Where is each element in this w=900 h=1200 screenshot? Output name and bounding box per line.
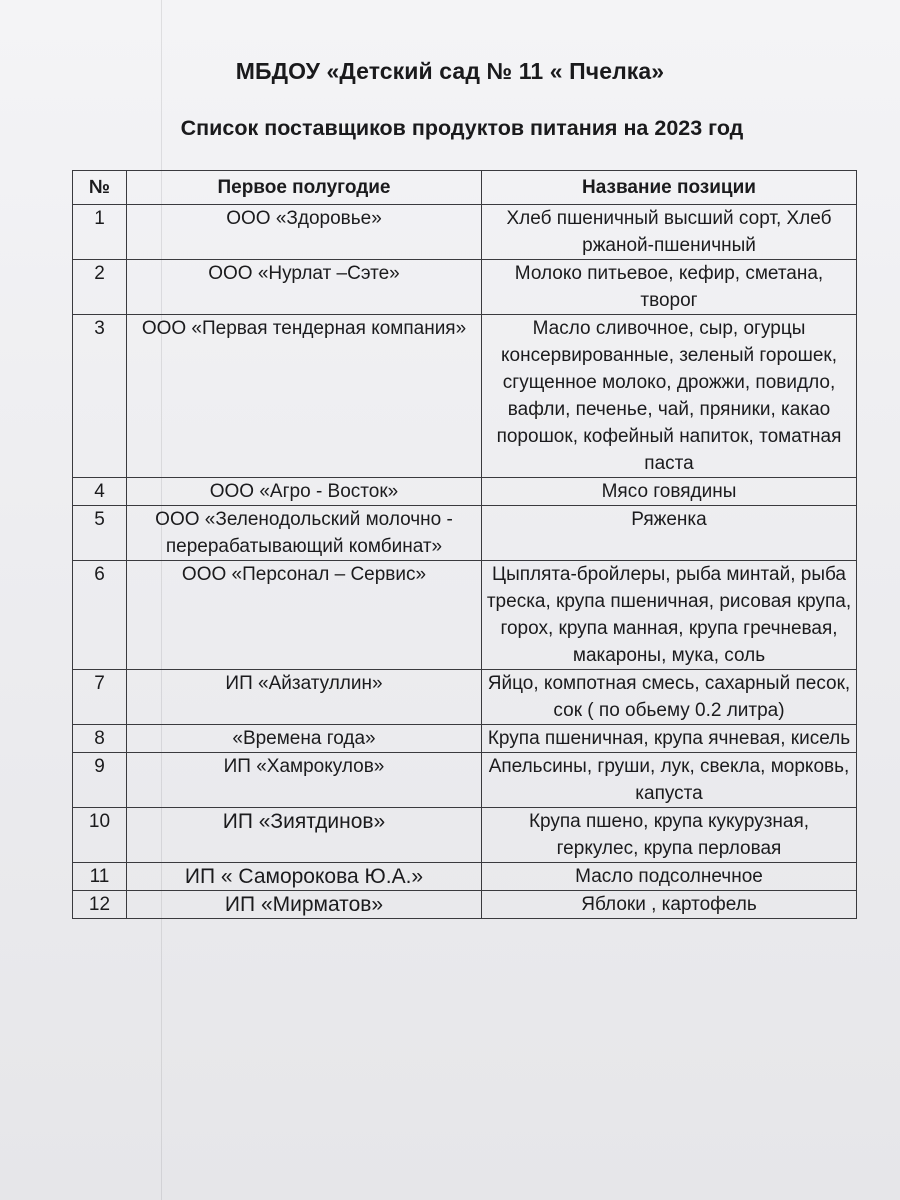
table-row (73, 670, 857, 725)
table-row (73, 891, 857, 919)
row-position: Мясо говядины (482, 478, 857, 506)
row-position: Масло подсолнечное (482, 863, 857, 891)
header-position: Название позиции (482, 171, 857, 205)
row-supplier: ИП «Мирматов» (127, 891, 482, 919)
row-position: Хлеб пшеничный высший сорт, Хлеб ржаной-пшеничный (482, 205, 857, 260)
row-number: 7 (73, 670, 127, 725)
header-number: № (73, 171, 127, 205)
row-number: 9 (73, 753, 127, 808)
table-row (73, 753, 857, 808)
row-position: Яйцо, компотная смесь, сахарный песок, сок ( по обьему 0.2 литра) (482, 670, 857, 725)
row-number: 12 (73, 891, 127, 919)
row-supplier: ИП «Айзатуллин» (127, 670, 482, 725)
table-row (73, 205, 857, 260)
row-supplier: ООО «Персонал – Сервис» (127, 561, 482, 670)
header-supplier: Первое полугодие (127, 171, 482, 205)
row-number: 2 (73, 260, 127, 315)
organization-title: МБДОУ «Детский сад № 11 « Пчелка» (235, 58, 665, 84)
row-supplier: ИП « Саморокова Ю.А.» (127, 863, 482, 891)
row-supplier: ООО «Нурлат –Сэте» (127, 260, 482, 315)
list-title: Список поставщиков продуктов питания на 2023 год (180, 116, 744, 140)
table-row (73, 725, 857, 753)
row-supplier: ИП «Хамрокулов» (127, 753, 482, 808)
row-number: 6 (73, 561, 127, 670)
table-row (73, 315, 857, 478)
row-position: Молоко питьевое, кефир, сметана, творог (482, 260, 857, 315)
suppliers-table (72, 170, 857, 919)
row-supplier: ООО «Зеленодольский молочно - перерабатывающий комбинат» (127, 506, 482, 561)
row-number: 4 (73, 478, 127, 506)
row-number: 8 (73, 725, 127, 753)
row-position: Цыплята-бройлеры, рыба минтай, рыба треска, крупа пшеничная, рисовая крупа, горох, крупа манная, крупа гречневая, макароны, мука, соль (482, 561, 857, 670)
row-position: Масло сливочное, сыр, огурцы консервированные, зеленый горошек, сгущенное молоко, дрожжи, повидло, вафли, печенье, чай, пряники, какао порошок, кофейный напиток, томатная паста (482, 315, 857, 478)
table-row (73, 506, 857, 561)
row-position: Крупа пшено, крупа кукурузная, геркулес, крупа перловая (482, 808, 857, 863)
table-row (73, 260, 857, 315)
table-row (73, 863, 857, 891)
row-supplier: «Времена года» (127, 725, 482, 753)
row-number: 11 (73, 863, 127, 891)
row-position: Крупа пшеничная, крупа ячневая, кисель (482, 725, 857, 753)
table-header-row (73, 171, 857, 205)
table-row (73, 808, 857, 863)
row-supplier: ООО «Агро - Восток» (127, 478, 482, 506)
row-number: 1 (73, 205, 127, 260)
table-row (73, 478, 857, 506)
row-number: 3 (73, 315, 127, 478)
row-position: Яблоки , картофель (482, 891, 857, 919)
row-position: Ряженка (482, 506, 857, 561)
row-supplier: ИП «Зиятдинов» (127, 808, 482, 863)
table-row (73, 561, 857, 670)
row-number: 5 (73, 506, 127, 561)
row-position: Апельсины, груши, лук, свекла, морковь, капуста (482, 753, 857, 808)
row-supplier: ООО «Здоровье» (127, 205, 482, 260)
row-number: 10 (73, 808, 127, 863)
row-supplier: ООО «Первая тендерная компания» (127, 315, 482, 478)
